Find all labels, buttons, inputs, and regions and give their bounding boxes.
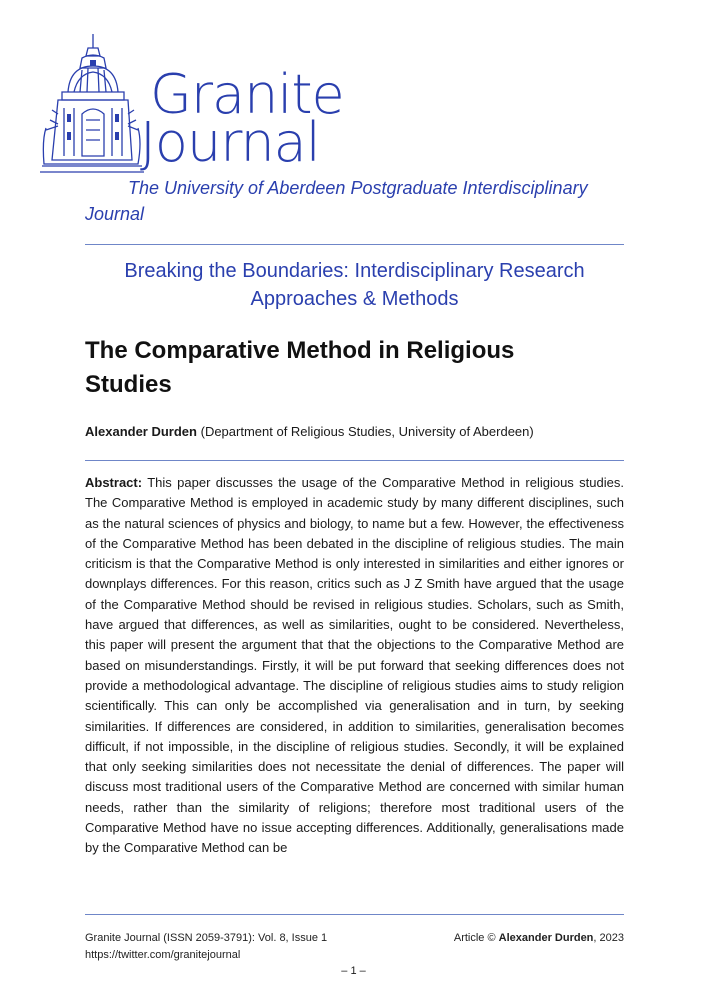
page-number: – 1 – — [341, 965, 366, 977]
abstract-text: This paper discusses the usage of the Comparative Method in religious studies. The Comparative Method is employed in academic study by many different disciplines, such as the natural sciences of physics and biology, to name but a few. However, the effectiveness of the Comparative Method has been debated in the discipline of religious studies. The main criticism is that the Comparative Method is only interested in similarities and either ignores or downplays differences. For this reason, critics such as J Z Smith have argued that the usage of the Comparative Method should be revised in religious studies. Scholars, such as Smith, have argued that differences, as well as similarities, ought to be considered. Nevertheless, this paper will present the argument that that the objections to the Comparative Method are based on misunderstandings. Firstly, it will be put forward that seeking differences does not provide a methodological advantage. The discipline of religious studies aims to study religion scientifically. This can only be accomplished via generalisation and in turn, by seeking similarities. If differences are considered, in addition to similarities, generalisation becomes difficult, if not impossible, in the discipline of religious studies. Secondly, it will be explained that only seeking similarities does not necessitate the denial of differences. The paper will discuss most traditional users of the Comparative Method are concerned with similar human needs, rather than the similarity of religions; therefore most traditional users of the Comparative Method have no issue accepting differences. Additionally, generalisations made by the Comparative Method can be — [85, 475, 624, 856]
journal-subtitle: The University of Aberdeen Postgraduate Interdisciplinary Journal — [85, 178, 588, 224]
abstract-label: Abstract: — [85, 475, 143, 490]
author-name: Alexander Durden — [85, 424, 197, 439]
logo-wordmark-journal: Journal — [140, 111, 320, 174]
article-copyright: Article © — [453, 932, 496, 944]
footer-divider — [85, 914, 624, 915]
article-title: The Comparative Method in Religious Studies — [85, 337, 515, 398]
domed-building-sketch-icon — [38, 30, 148, 180]
footer-author: Alexander Durden — [498, 932, 594, 944]
author-line — [85, 424, 534, 439]
issue-title: Breaking the Boundaries: Interdisciplinary Research Approaches & Methods — [124, 260, 585, 310]
footer-left — [85, 930, 327, 964]
footer-right — [454, 930, 624, 947]
footer-year: , 2023 — [593, 932, 624, 944]
divider — [85, 460, 624, 461]
journal-info: Granite Journal (ISSN 2059-3791): Vol. 8, Issue 1 — [85, 932, 328, 944]
author-affiliation: (Department of Religious Studies, University of Aberdeen) — [200, 424, 534, 439]
twitter-link[interactable]: https://twitter.com/granitejournal — [85, 949, 241, 961]
divider — [85, 244, 624, 245]
abstract — [85, 473, 624, 859]
logo-wordmark-granite: Granite — [150, 63, 344, 126]
